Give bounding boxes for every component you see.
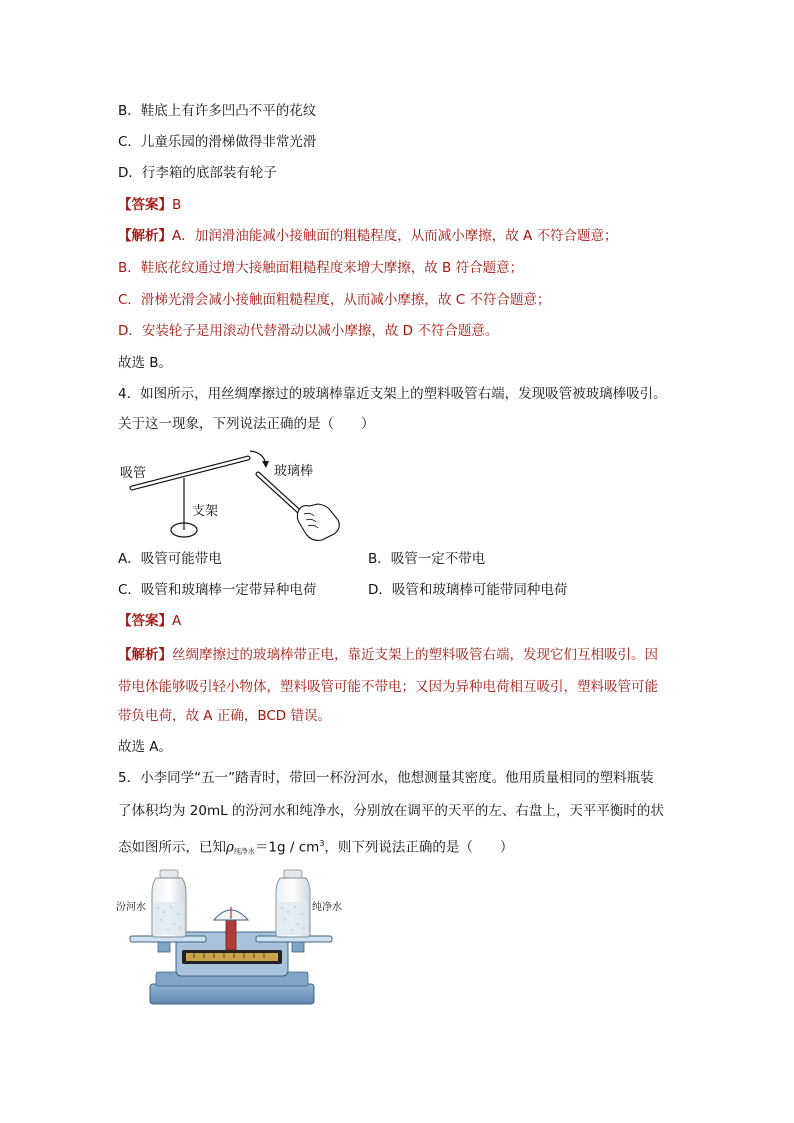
q5-stem-1: 5．小李同学“五一”踏青时，带回一杯汾河水，他想测量其密度。他用质量相同的塑料瓶装 (118, 770, 654, 786)
option-d-prev: D．行李箱的底部装有轮子 (118, 165, 277, 181)
analysis-text: 丝绸摩擦过的玻璃棒带正电，靠近支架上的塑料吸管右端，发现它们互相吸引。因 (172, 647, 658, 663)
answer-value: A (172, 613, 182, 629)
analysis-line-2: B．鞋底花纹通过增大接触面粗糙程度来增大摩擦，故 B 符合题意； (118, 260, 524, 276)
q4-option-b: B．吸管一定不带电 (368, 551, 486, 567)
q4-option-d: D．吸管和玻璃棒可能带同种电荷 (368, 582, 568, 598)
q4-option-c: C．吸管和玻璃棒一定带异种电荷 (118, 582, 317, 598)
q4-conclusion: 故选 A。 (118, 739, 173, 755)
q4-analysis-1 (118, 645, 658, 665)
q4-stem-1: 4．如图所示，用丝绸摩擦过的玻璃棒靠近支架上的塑料吸管右端，发现吸管被玻璃棒吸引。 (118, 386, 667, 402)
q5-stem-2: 了体积均为 20mL 的汾河水和纯净水，分别放在调平的天平的左、右盘上，天平平衡时的状 (118, 803, 664, 819)
analysis-tag: 【解析】 (118, 228, 172, 244)
right-bottle (276, 870, 310, 937)
q4-stem-2: 关于这一现象，下列说法正确的是（ ） (118, 416, 375, 432)
answer-tag: 【答案】 (118, 613, 172, 629)
analysis-line-4: D．安装轮子是用滚动代替滑动以减小摩擦，故 D 不符合题意。 (118, 323, 499, 339)
q4-analysis-2: 带电体能够吸引轻小物体，塑料吸管可能不带电；又因为异种电荷相互吸引，塑料吸管可能 (118, 679, 658, 695)
rho-symbol: ρ (226, 839, 234, 856)
hand-shape (297, 504, 339, 540)
q4-option-a: A．吸管可能带电 (118, 551, 222, 567)
option-b-prev: B．鞋底上有许多凹凸不平的花纹 (118, 103, 317, 119)
q5-stem-3-post: ，则下列说法正确的是（ ） (324, 839, 514, 856)
answer-line-prev (118, 195, 181, 215)
analysis-tag: 【解析】 (118, 647, 172, 663)
balance-base (150, 984, 314, 1004)
cubic-sup: 3 (319, 839, 325, 848)
conclusion-prev: 故选 B。 (118, 355, 173, 371)
q5-stem-3-pre: 态如图所示，已知 (118, 839, 226, 856)
label-fen-river-water: 汾河水 (116, 902, 146, 913)
label-straw: 吸管 (120, 466, 147, 481)
option-c-prev: C．儿童乐园的滑梯做得非常光滑 (118, 134, 317, 150)
q5-balance-figure (116, 862, 346, 1012)
left-bottle (152, 870, 186, 937)
density-eq: ＝1g / cm (254, 839, 320, 856)
q4-figure (118, 446, 358, 546)
analysis-line-3: C．滑梯光滑会减小接触面粗糙程度，从而减小摩擦，故 C 不符合题意； (118, 292, 551, 308)
analysis-line-1 (118, 226, 618, 246)
rho-subscript: 纯净水 (233, 847, 255, 856)
analysis-text: A．加润滑油能减小接触面的粗糙程度，从而减小摩擦，故 A 不符合题意； (172, 228, 618, 244)
q4-analysis-3: 带负电荷，故 A 正确，BCD 错误。 (118, 708, 331, 724)
label-rod: 玻璃棒 (274, 464, 314, 479)
answer-tag: 【答案】 (118, 197, 172, 213)
q4-answer-line (118, 611, 181, 631)
q5-stem-3 (118, 834, 513, 862)
answer-value: B (172, 197, 182, 213)
label-pure-water: 纯净水 (312, 902, 342, 913)
label-stand: 支架 (192, 504, 219, 519)
